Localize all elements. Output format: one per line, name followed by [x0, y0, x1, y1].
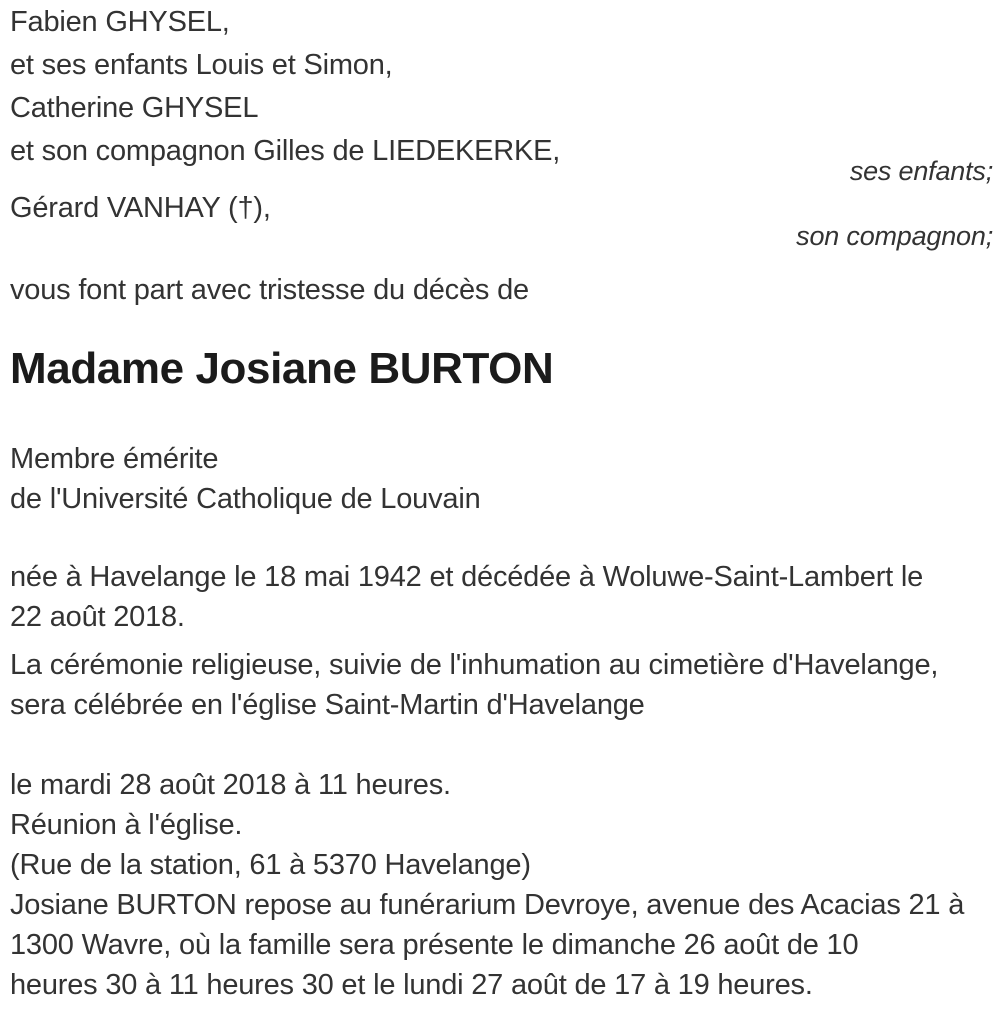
family-names-section	[10, 1, 993, 173]
schedule-line: 1300 Wavre, où la famille sera présente le dimanche 26 août de 10	[10, 929, 859, 961]
ceremony-line: sera célébrée en l'église Saint-Martin d'Havelange	[10, 689, 645, 721]
schedule-line: heures 30 à 11 heures 30 et le lundi 27 août de 17 à 19 heures.	[10, 969, 813, 1001]
family-name-line: et ses enfants Louis et Simon,	[10, 49, 393, 81]
schedule-line: le mardi 28 août 2018 à 11 heures.	[10, 769, 451, 801]
schedule-line: Réunion à l'église.	[10, 809, 243, 841]
ceremony-section	[10, 645, 993, 725]
schedule-section	[10, 765, 993, 1005]
companion-name-line: Gérard VANHAY (†),	[10, 192, 271, 224]
attribution-ses-enfants: ses enfants;	[849, 156, 993, 186]
honorifics-section	[10, 439, 993, 519]
life-dates-section	[10, 557, 993, 637]
family-name-line: Catherine GHYSEL	[10, 92, 259, 124]
ceremony-line: La cérémonie religieuse, suivie de l'inhumation au cimetière d'Havelange,	[10, 649, 939, 681]
life-dates-line: 22 août 2018.	[10, 601, 185, 633]
announcement-line: vous font part avec tristesse du décès de	[10, 274, 529, 306]
deceased-name-title: Madame Josiane BURTON	[10, 344, 554, 393]
attribution-son-compagnon: son compagnon;	[796, 221, 993, 251]
honorific-line: de l'Université Catholique de Louvain	[10, 483, 481, 515]
family-name-line: et son compagnon Gilles de LIEDEKERKE,	[10, 135, 561, 167]
life-dates-line: née à Havelange le 18 mai 1942 et décédée à Woluwe-Saint-Lambert le	[10, 561, 924, 593]
family-name-line: Fabien GHYSEL,	[10, 6, 230, 38]
schedule-line: Josiane BURTON repose au funérarium Devroye, avenue des Acacias 21 à	[10, 889, 965, 921]
honorific-line: Membre émérite	[10, 443, 219, 475]
schedule-line: (Rue de la station, 61 à 5370 Havelange)	[10, 849, 531, 881]
